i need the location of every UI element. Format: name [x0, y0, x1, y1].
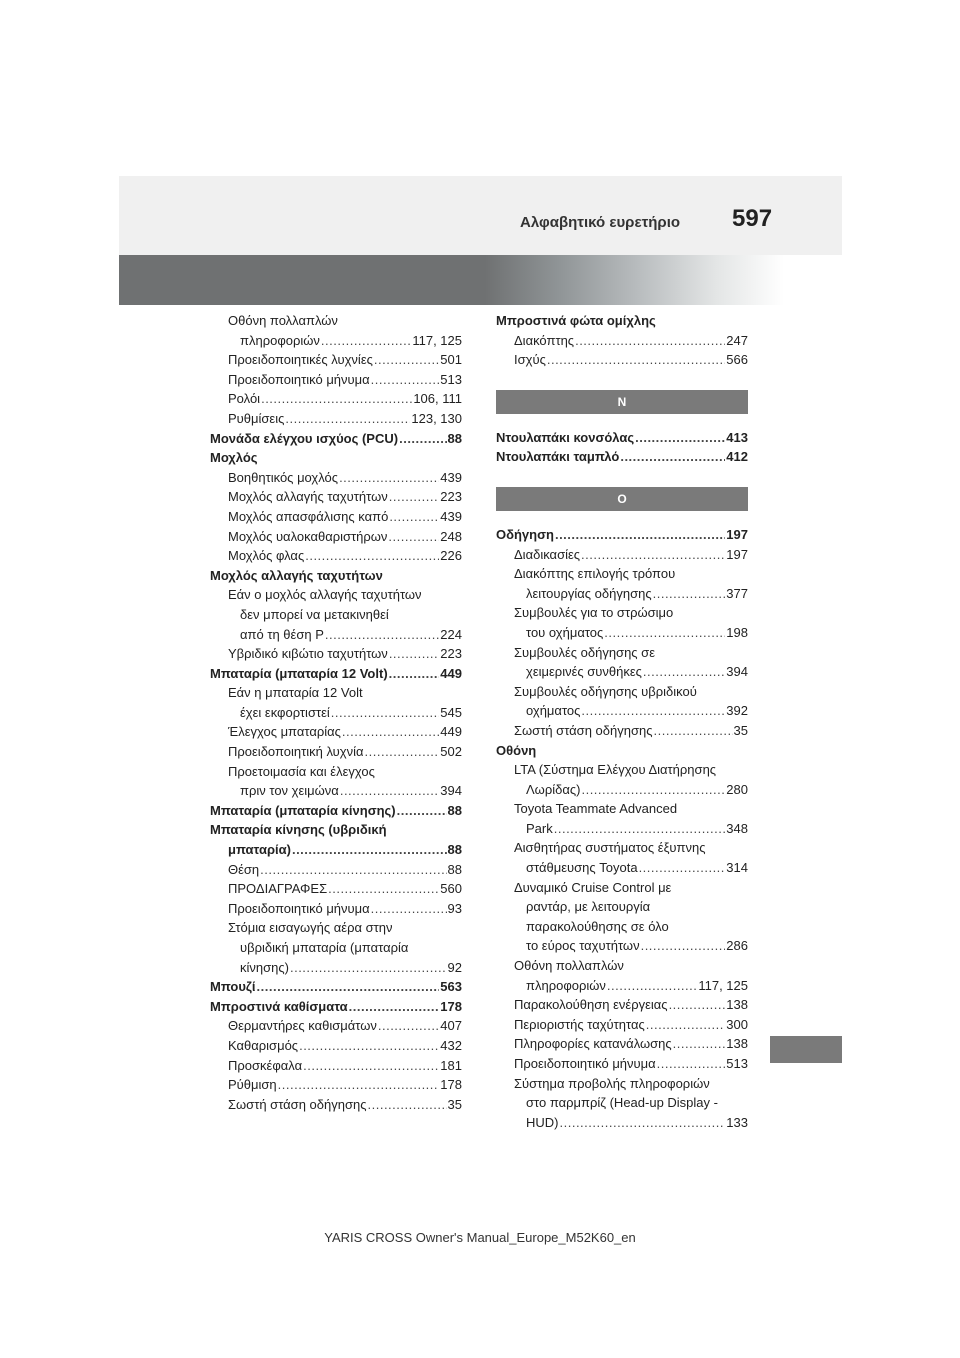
dot-leader: [635, 428, 725, 448]
index-entry-term: πληροφοριών: [526, 977, 606, 993]
index-entry: [210, 625, 462, 645]
index-entry-term: λειτουργίας οδήγησης: [526, 585, 652, 601]
dot-leader: [292, 840, 447, 860]
index-entry-term: Οθόνη: [496, 742, 537, 758]
dot-leader: [339, 468, 439, 488]
index-entry: [496, 819, 748, 839]
index-entry: [496, 682, 748, 702]
chapter-side-tab: [770, 1036, 842, 1063]
index-entry-term: Μοχλός φλας: [228, 548, 305, 564]
index-entry: [496, 662, 748, 682]
index-entry-term: Διακόπτης επιλογής τρόπου: [514, 566, 676, 582]
index-entry-term: Μοχλός απασφάλισης καπό: [228, 508, 389, 524]
index-entry-page: 439: [440, 508, 462, 524]
index-column-right: [496, 311, 748, 1132]
index-entry: [496, 545, 748, 565]
index-entry: [210, 840, 462, 860]
dot-leader: [389, 487, 440, 507]
index-entry-term: παρακολούθησης σε όλο: [526, 918, 669, 934]
index-entry-page: 513: [726, 1056, 748, 1071]
index-entry: [210, 1095, 462, 1115]
section-spacer: [496, 511, 748, 525]
index-entry-page: 449: [440, 665, 462, 681]
index-entry-term: Οδήγηση: [496, 526, 554, 542]
index-entry-term: Συμβουλές οδήγησης υβριδικού: [514, 683, 697, 699]
index-entry: [496, 780, 748, 800]
index-entry: [210, 899, 462, 919]
page-number: 597: [732, 205, 773, 232]
index-entry-term: Έλεγχος μπαταρίας: [228, 724, 341, 740]
dot-leader: [654, 721, 733, 741]
index-entry: [210, 566, 462, 586]
index-entry-term: πληροφοριών: [240, 332, 320, 348]
index-entry-page: 181: [440, 1057, 462, 1073]
index-entry-term: Διακόπτης: [514, 332, 575, 348]
section-spacer: [496, 467, 748, 487]
dot-leader: [290, 958, 447, 978]
dot-leader: [278, 1075, 440, 1095]
index-entry: [496, 350, 748, 370]
index-entry: [496, 428, 748, 448]
index-entry-term: Σύστημα προβολής πληροφοριών: [514, 1075, 710, 1091]
index-entry: [496, 311, 748, 331]
index-entry: [210, 350, 462, 370]
index-entry: [210, 644, 462, 664]
index-entry-term: Προειδοποιητικό μήνυμα: [228, 900, 370, 916]
dot-leader: [389, 664, 440, 684]
index-entry: [496, 623, 748, 643]
index-entry-page: 394: [440, 783, 462, 799]
dot-leader: [669, 995, 726, 1015]
index-entry-term: ΠΡΟΔΙΑΓΡΑΦΕΣ: [228, 881, 328, 897]
index-entry-term: Εάν η μπαταρία 12 Volt: [228, 685, 363, 701]
index-entry-term: Ρολόι: [228, 391, 261, 407]
index-entry: [496, 741, 748, 761]
dot-leader: [331, 703, 440, 723]
section-spacer: [496, 414, 748, 428]
index-entry-term: Λωρίδας): [526, 781, 581, 797]
index-entry-page: 106, 111: [413, 391, 462, 407]
dot-leader: [260, 860, 446, 880]
index-entry: [496, 799, 748, 819]
dot-leader: [641, 936, 726, 956]
dot-leader: [646, 1015, 726, 1035]
index-entry: [496, 760, 748, 780]
index-entry-term: Αισθητήρας συστήματος έξυπνης: [514, 840, 706, 856]
index-entry: [496, 936, 748, 956]
index-column-left: [210, 311, 462, 1114]
index-entry: [210, 860, 462, 880]
index-entry-page: 88: [447, 842, 462, 858]
dot-leader: [397, 801, 447, 821]
dot-leader: [653, 584, 726, 604]
index-entry: [496, 1113, 748, 1133]
dot-leader: [607, 976, 697, 996]
index-entry-term: Οθόνη πολλαπλών: [228, 313, 338, 328]
index-entry: [210, 527, 462, 547]
index-entry-page: 394: [726, 664, 748, 680]
index-entry: [210, 605, 462, 625]
index-entry: [210, 801, 462, 821]
index-entry-page: 178: [440, 998, 462, 1014]
index-entry: [210, 977, 462, 997]
index-entry-term: Προειδοποιητικό μήνυμα: [228, 371, 370, 387]
index-entry-term: Μπροστινά φώτα ομίχλης: [496, 313, 656, 328]
dot-leader: [620, 447, 725, 467]
dot-leader: [555, 525, 725, 545]
dot-leader: [285, 409, 410, 429]
index-entry-page: 117, 125: [698, 977, 748, 993]
dot-leader: [389, 644, 439, 664]
index-entry: [496, 976, 748, 996]
index-entry-page: 501: [440, 352, 462, 368]
index-entry: [496, 956, 748, 976]
index-entry: [210, 331, 462, 351]
index-entry: [496, 331, 748, 351]
index-entry-term: Toyota Teammate Advanced: [514, 801, 678, 817]
index-entry: [210, 1016, 462, 1036]
index-entry-term: Μοχλός υαλοκαθαριστήρων: [228, 528, 388, 544]
index-entry-page: 432: [440, 1037, 462, 1053]
index-entry-page: 545: [440, 704, 462, 720]
index-entry-page: 286: [726, 938, 748, 954]
index-entry: [496, 701, 748, 721]
index-entry: [496, 1015, 748, 1035]
dot-leader: [639, 858, 726, 878]
index-entry-term: Ισχύς: [514, 352, 546, 368]
dot-leader: [657, 1054, 726, 1074]
index-entry-term: Περιοριστής ταχύτητας: [514, 1016, 645, 1032]
index-entry-page: 138: [726, 1036, 748, 1052]
index-entry: [210, 938, 462, 958]
index-entry-term: Σωστή στάση οδήγησης: [514, 722, 653, 738]
index-entry-page: 88: [447, 861, 462, 877]
dot-leader: [261, 389, 412, 409]
index-entry-term: Συμβουλές οδήγησης σε: [514, 644, 656, 660]
index-entry: [496, 1093, 748, 1113]
index-entry-term: Μοχλός αλλαγής ταχυτήτων: [228, 489, 388, 505]
dot-leader: [371, 370, 440, 390]
index-entry: [496, 447, 748, 467]
section-letter-header: N: [496, 390, 748, 414]
index-entry-term: από τη θέση P: [240, 626, 324, 642]
index-entry-page: 412: [726, 449, 748, 465]
index-entry: [210, 370, 462, 390]
index-entry: [210, 487, 462, 507]
index-entry-page: 88: [447, 430, 462, 446]
index-entry-page: 439: [440, 469, 462, 485]
index-entry: [496, 525, 748, 545]
index-entry: [210, 664, 462, 684]
index-entry-term: Οθόνη πολλαπλών: [514, 958, 624, 974]
index-entry: [210, 311, 462, 331]
index-entry-term: Μοχλός αλλαγής ταχυτήτων: [210, 567, 383, 583]
index-entry-term: Θερμαντήρες καθισμάτων: [228, 1018, 377, 1034]
index-entry: [210, 879, 462, 899]
index-entry-page: 93: [447, 900, 462, 916]
index-entry-term: οχήματος: [526, 703, 581, 719]
index-entry: [210, 409, 462, 429]
dot-leader: [340, 781, 439, 801]
dot-leader: [349, 997, 440, 1017]
index-entry-term: Εάν ο μοχλός αλλαγής ταχυτήτων: [228, 587, 422, 603]
index-entry-term: Μπαταρία (μπαταρία κίνησης): [210, 802, 396, 818]
index-entry: [210, 448, 462, 468]
index-entry: [496, 643, 748, 663]
index-entry-term: στάθμευσης Toyota: [526, 860, 638, 876]
index-entry-page: 223: [440, 646, 462, 662]
dot-leader: [581, 545, 725, 565]
dot-leader: [342, 722, 439, 742]
index-entry-term: έχει εκφορτιστεί: [240, 704, 330, 720]
index-entry-page: 197: [726, 546, 748, 562]
dot-leader: [581, 701, 725, 721]
index-entry: [210, 742, 462, 762]
index-entry-term: κίνησης): [240, 959, 289, 975]
index-entry-page: 117, 125: [412, 332, 462, 348]
index-entry-term: Μπαταρία κίνησης (υβριδική: [210, 822, 387, 838]
index-entry: [210, 546, 462, 566]
index-entry-term: Θέση: [228, 861, 260, 877]
index-entry: [496, 995, 748, 1015]
index-entry-term: HUD): [526, 1114, 559, 1130]
index-entry-term: Βοηθητικός μοχλός: [228, 469, 339, 485]
index-entry-page: 92: [447, 959, 462, 975]
index-entry-term: Καθαρισμός: [228, 1037, 299, 1053]
index-entry-term: Μπαταρία (μπαταρία 12 Volt): [210, 665, 388, 681]
dot-leader: [325, 625, 439, 645]
index-entry-term: χειμερινές συνθήκες: [526, 664, 642, 680]
index-entry-term: πριν τον χειμώνα: [240, 783, 339, 799]
index-entry-page: 197: [726, 526, 748, 542]
index-entry-term: LTA (Σύστημα Ελέγχου Διατήρησης: [514, 762, 717, 778]
index-entry: [496, 838, 748, 858]
dot-leader: [257, 977, 440, 997]
index-entry: [210, 468, 462, 488]
index-entry-page: 348: [726, 820, 748, 836]
index-entry-page: 35: [733, 722, 748, 738]
index-entry-term: ραντάρ, με λειτουργία: [526, 899, 651, 915]
index-entry: [496, 721, 748, 741]
index-entry-page: 88: [447, 802, 462, 818]
index-entry: [210, 918, 462, 938]
index-entry-page: 502: [440, 744, 462, 760]
dot-leader: [303, 1056, 439, 1076]
dot-leader: [378, 1016, 439, 1036]
dot-leader: [321, 331, 411, 351]
index-entry-page: 563: [440, 979, 462, 995]
index-entry-page: 223: [440, 489, 462, 505]
index-entry-page: 513: [440, 371, 462, 387]
index-entry-term: Σωστή στάση οδήγησης: [228, 1096, 367, 1112]
index-entry-page: 247: [726, 332, 748, 348]
index-entry-term: Παρακολούθηση ενέργειας: [514, 997, 668, 1013]
section-spacer: [496, 370, 748, 390]
index-entry-term: Πληροφορίες κατανάλωσης: [514, 1036, 672, 1052]
dot-leader: [371, 899, 447, 919]
index-entry-term: Ντουλαπάκι κονσόλας: [496, 429, 635, 445]
index-entry-page: 300: [726, 1016, 748, 1032]
index-entry: [496, 858, 748, 878]
dot-leader: [673, 1034, 726, 1054]
index-entry-term: Προσκέφαλα: [228, 1057, 303, 1073]
index-entry-term: Ντουλαπάκι ταμπλό: [496, 449, 620, 465]
index-entry-page: 280: [726, 781, 748, 797]
index-entry-term: Προειδοποιητική λυχνία: [228, 744, 364, 760]
index-entry: [210, 958, 462, 978]
index-entry: [496, 584, 748, 604]
index-entry-term: Στόμια εισαγωγής αέρα στην: [228, 920, 393, 936]
index-entry: [210, 722, 462, 742]
index-entry-term: στο παρμπρίζ (Head-up Display -: [526, 1095, 718, 1111]
index-entry-page: 392: [726, 703, 748, 719]
page-title: Αλφαβητικό ευρετήριο: [520, 214, 681, 231]
index-entry-page: 449: [440, 724, 462, 740]
index-entry: [210, 507, 462, 527]
dot-leader: [388, 527, 439, 547]
index-entry: [210, 1056, 462, 1076]
index-entry: [210, 585, 462, 605]
dot-leader: [328, 879, 439, 899]
dot-leader: [374, 350, 439, 370]
index-entry-term: Ρυθμίσεις: [228, 410, 285, 426]
index-entry-page: 133: [726, 1114, 748, 1130]
index-entry-page: 407: [440, 1018, 462, 1034]
index-entry: [496, 878, 748, 898]
index-entry: [210, 762, 462, 782]
index-entry-page: 198: [726, 624, 748, 640]
dot-leader: [643, 662, 725, 682]
index-entry: [210, 1075, 462, 1095]
header-gradient-bar: [119, 255, 784, 305]
index-entry: [210, 389, 462, 409]
index-entry-term: Ρύθμιση: [228, 1077, 277, 1093]
index-entry: [210, 1036, 462, 1056]
index-entry: [496, 917, 748, 937]
index-entry: [210, 820, 462, 840]
index-entry-term: Μονάδα ελέγχου ισχύος (PCU): [210, 430, 399, 446]
index-entry-page: 377: [726, 585, 748, 601]
index-entry-term: Μπροστινά καθίσματα: [210, 998, 348, 1014]
index-entry: [210, 997, 462, 1017]
index-entry: [496, 603, 748, 623]
dot-leader: [299, 1036, 439, 1056]
dot-leader: [389, 507, 439, 527]
index-entry: [210, 429, 462, 449]
index-entry-term: Park: [526, 820, 553, 836]
dot-leader: [575, 331, 725, 351]
index-entry-page: 123, 130: [411, 410, 462, 426]
index-entry-term: Δυναμικό Cruise Control με: [514, 879, 672, 895]
index-entry: [496, 1054, 748, 1074]
index-entry-term: Διαδικασίες: [514, 546, 581, 562]
index-entry: [210, 683, 462, 703]
dot-leader: [554, 819, 726, 839]
index-entry-term: Μοχλός: [210, 450, 258, 466]
index-entry: [210, 703, 462, 723]
index-entry-page: 248: [440, 528, 462, 544]
index-entry-term: του οχήματος: [526, 624, 604, 640]
dot-leader: [399, 429, 446, 449]
index-entry: [496, 1074, 748, 1094]
index-entry-term: Συμβουλές για το στρώσιμο: [514, 605, 674, 621]
index-entry: [210, 781, 462, 801]
footer-manual-id: YARIS CROSS Owner's Manual_Europe_M52K60_en: [324, 1230, 636, 1245]
dot-leader: [365, 742, 440, 762]
index-entry-term: δεν μπορεί να μετακινηθεί: [240, 606, 389, 622]
index-entry-page: 138: [726, 997, 748, 1013]
index-entry-page: 178: [440, 1077, 462, 1093]
index-entry-page: 566: [726, 352, 748, 368]
section-letter-header: O: [496, 487, 748, 511]
dot-leader: [581, 780, 725, 800]
index-entry: [496, 897, 748, 917]
index-entry-page: 314: [726, 860, 748, 876]
dot-leader: [305, 546, 439, 566]
index-entry-term: Υβριδικό κιβώτιο ταχυτήτων: [228, 646, 388, 662]
dot-leader: [560, 1113, 726, 1133]
index-entry-term: Μπουζί: [210, 979, 256, 995]
index-entry-page: 226: [440, 548, 462, 564]
dot-leader: [604, 623, 725, 643]
index-entry: [496, 1034, 748, 1054]
index-entry: [496, 564, 748, 584]
index-entry-term: Προειδοποιητικό μήνυμα: [514, 1056, 656, 1071]
index-entry-page: 560: [440, 881, 462, 897]
index-entry-page: 35: [447, 1096, 462, 1112]
index-entry-term: Προειδοποιητικές λυχνίες: [228, 352, 373, 368]
dot-leader: [547, 350, 725, 370]
index-entry-page: 413: [726, 429, 748, 445]
index-entry-term: μπαταρία): [228, 842, 291, 858]
index-entry-term: Προετοιμασία και έλεγχος: [228, 763, 375, 779]
index-entry-term: υβριδική μπαταρία (μπαταρία: [240, 940, 409, 955]
index-entry-term: το εύρος ταχυτήτων: [526, 938, 640, 954]
dot-leader: [368, 1095, 447, 1115]
index-entry-page: 224: [440, 626, 462, 642]
